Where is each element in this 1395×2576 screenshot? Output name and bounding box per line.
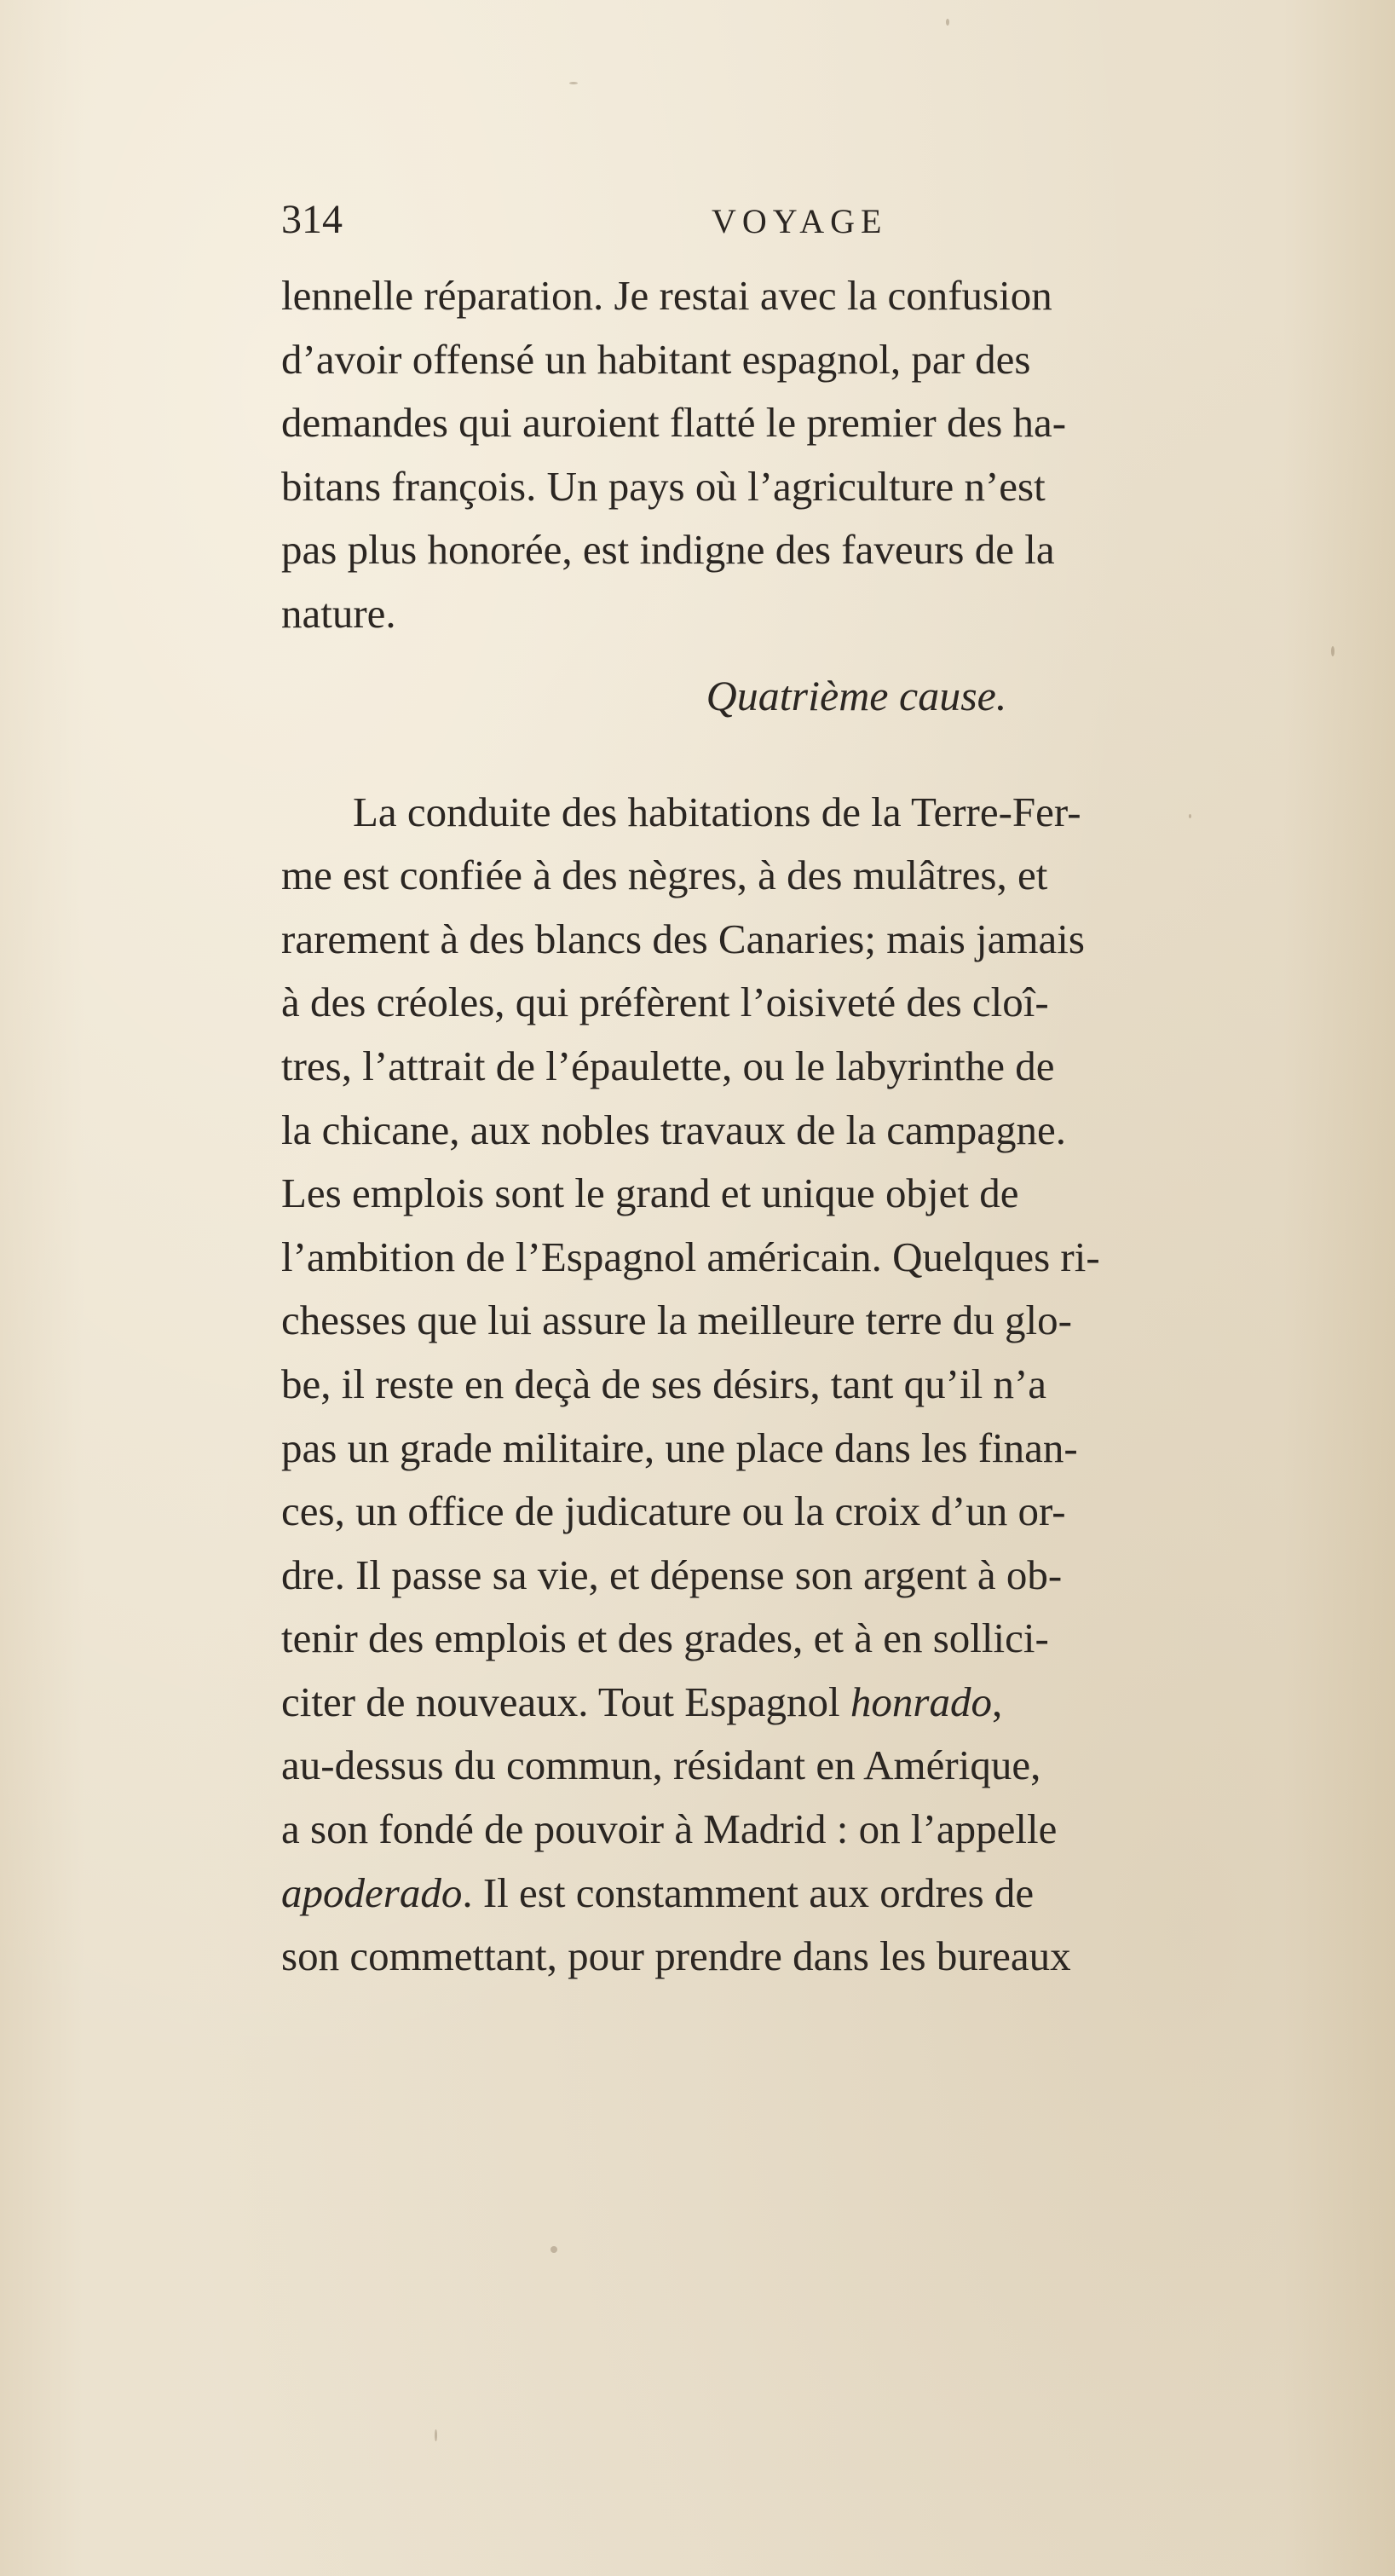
text-line-content: dre. Il passe sa vie, et dépense son argent à ob- [281, 1551, 1063, 1598]
text-line-content: . Il est constamment aux ordres de [462, 1868, 1035, 1916]
text-line-content: lennelle réparation. Je restai avec la confusion [281, 272, 1052, 319]
text-line-content: , [991, 1678, 1003, 1725]
text-line [281, 1289, 1381, 1353]
text-line-content: son commettant, pour prendre dans les bureaux [281, 1932, 1071, 1980]
text-line-content: Les emplois sont le grand et unique objet de [281, 1170, 1019, 1217]
text-line-content: me est confiée à des nègres, à des mulâtres, et [281, 852, 1048, 899]
text-line [281, 1099, 1381, 1163]
text-line-content: la chicane, aux nobles travaux de la campagne. [281, 1106, 1067, 1153]
text-line-content: d’avoir offensé un habitant espagnol, par des [281, 335, 1031, 383]
text-line [281, 518, 1381, 582]
italic-term: honrado [850, 1678, 992, 1725]
text-line-content: à des créoles, qui préfèrent l’oisiveté des cloî- [281, 979, 1049, 1026]
running-title: VOYAGE [712, 202, 888, 240]
text-line-content: demandes qui auroient flatté le premier des ha- [281, 399, 1067, 447]
text-line-content: au-dessus du commun, résidant en Amérique, [281, 1741, 1041, 1789]
text-line [281, 1544, 1381, 1608]
italic-term: apoderado [281, 1868, 463, 1916]
text-line [281, 1353, 1381, 1417]
text-line-content: chesses que lui assure la meilleure terre du glo- [281, 1297, 1072, 1344]
text-line [281, 455, 1381, 519]
paper-speck [569, 82, 578, 84]
text-line [281, 1798, 1381, 1862]
text-line-content: La conduite des habitations de la Terre-Fer- [353, 788, 1081, 835]
paper-speck [551, 2246, 557, 2253]
page-number: 314 [281, 197, 343, 242]
section-heading: Quatrième cause. [706, 671, 1007, 719]
text-line [281, 1162, 1381, 1226]
text-line-content: nature. [281, 589, 396, 637]
paper-speck [946, 19, 949, 26]
body-text [281, 264, 1381, 1989]
text-line [281, 1226, 1381, 1290]
text-line [281, 391, 1381, 455]
running-head [281, 194, 1381, 245]
text-line [281, 1607, 1381, 1671]
text-line-content: tenir des emplois et des grades, et à en sollici- [281, 1614, 1049, 1662]
text-line-content: be, il reste en deçà de ses désirs, tant qu’il n’a [281, 1360, 1047, 1407]
text-line [281, 1925, 1381, 1989]
text-line [281, 328, 1381, 392]
text-line-content: ces, un office de judicature ou la croix d’un or- [281, 1487, 1066, 1535]
text-line [281, 908, 1381, 972]
text-line [281, 1417, 1381, 1481]
text-line-content: pas plus honorée, est indigne des faveurs de la [281, 526, 1055, 574]
text-line [281, 264, 1381, 328]
text-line-content: l’ambition de l’Espagnol américain. Quelques ri- [281, 1233, 1100, 1280]
text-line [281, 971, 1381, 1035]
text-line [281, 1862, 1381, 1926]
text-line [281, 1671, 1381, 1735]
text-line [281, 781, 1381, 845]
text-line-content: rarement à des blancs des Canaries; mais jamais [281, 915, 1085, 962]
text-line [281, 582, 1381, 646]
text-line [281, 1035, 1381, 1099]
text-line-content: tres, l’attrait de l’épaulette, ou le labyrinthe de [281, 1042, 1055, 1089]
text-line-content: bitans françois. Un pays où l’agriculture n’est [281, 462, 1046, 510]
paper-speck [435, 2429, 437, 2441]
text-line-content: pas un grade militaire, une place dans les finan- [281, 1424, 1078, 1471]
text-line-content: a son fondé de pouvoir à Madrid : on l’appelle [281, 1805, 1058, 1853]
text-line [281, 844, 1381, 908]
text-line [281, 1734, 1381, 1798]
text-line [281, 1480, 1381, 1544]
text-line-content: citer de nouveaux. Tout Espagnol [281, 1678, 850, 1725]
